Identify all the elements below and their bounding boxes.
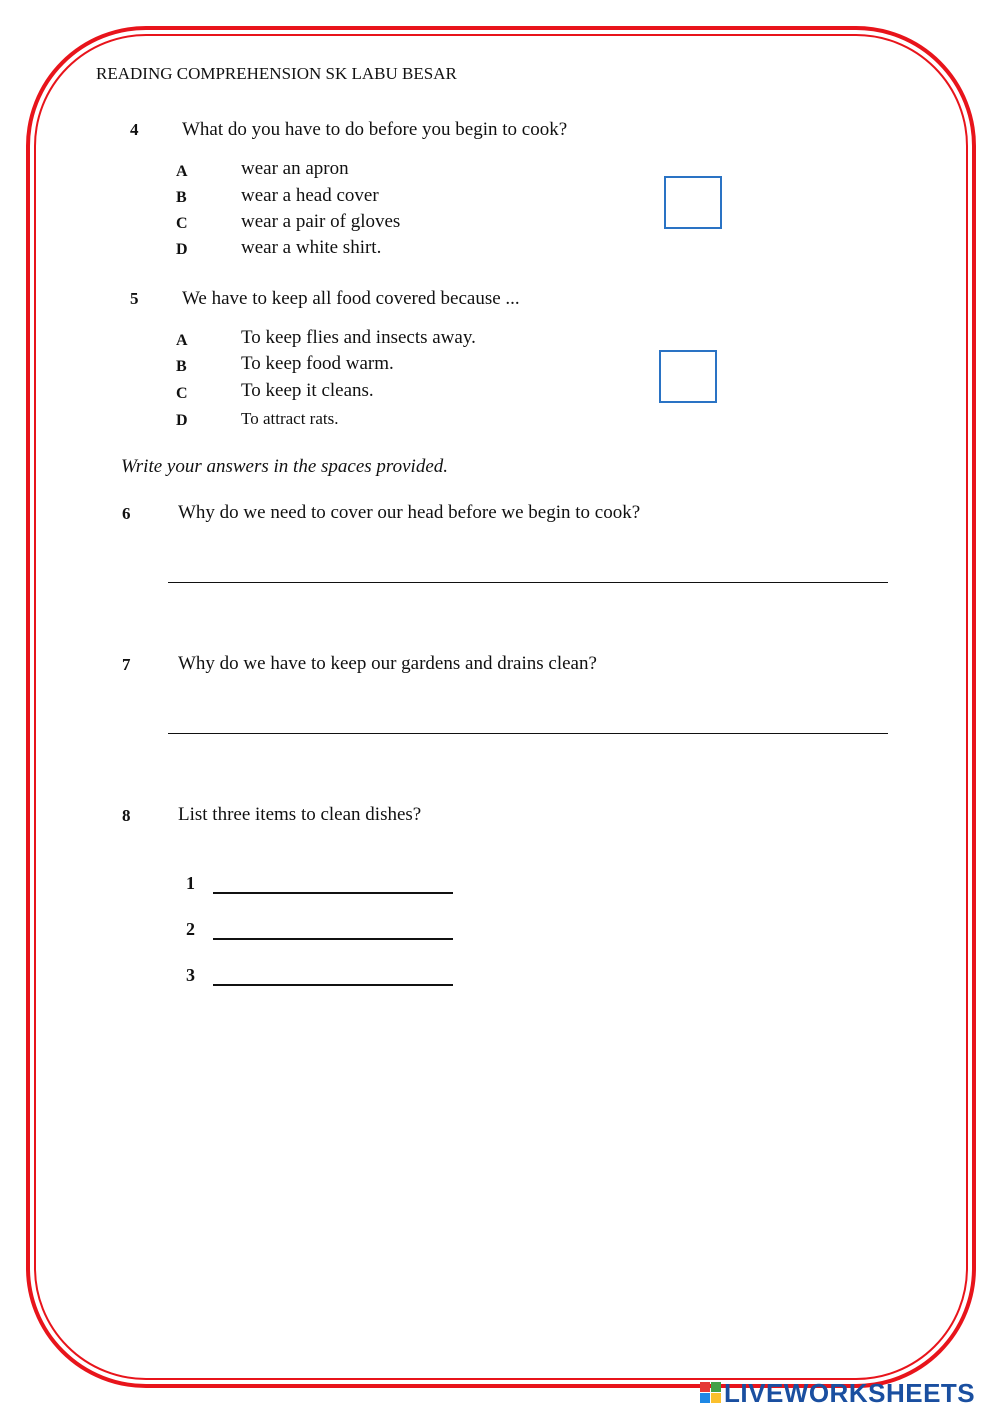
question-6-number: 6 xyxy=(122,504,131,523)
question-5-text: We have to keep all food covered because ... xyxy=(182,288,520,309)
q4-option-a-letter: A xyxy=(176,163,188,180)
q5-option-d-text: To attract rats. xyxy=(241,409,339,428)
q8-item-3-line[interactable] xyxy=(213,984,453,986)
q8-item-1-number: 1 xyxy=(186,873,195,893)
q5-option-c-letter: C xyxy=(176,385,188,402)
q5-option-d-letter: D xyxy=(176,412,188,429)
q5-option-a-letter: A xyxy=(176,332,188,349)
q4-option-d-text: wear a white shirt. xyxy=(241,237,382,258)
q4-option-c-text: wear a pair of gloves xyxy=(241,211,401,232)
q8-item-2-line[interactable] xyxy=(213,938,453,940)
q5-option-c-text: To keep it cleans. xyxy=(241,380,374,401)
question-4-number: 4 xyxy=(130,120,139,139)
q4-answer-box[interactable] xyxy=(664,176,722,229)
question-4-text: What do you have to do before you begin to cook? xyxy=(182,119,568,140)
q7-answer-line[interactable] xyxy=(168,733,888,734)
q6-answer-line[interactable] xyxy=(168,582,888,583)
instruction-text: Write your answers in the spaces provided. xyxy=(121,456,449,477)
q8-item-3-number: 3 xyxy=(186,965,195,985)
worksheet-header: READING COMPREHENSION SK LABU BESAR xyxy=(96,64,457,83)
q4-option-d-letter: D xyxy=(176,241,188,258)
q4-option-b-text: wear a head cover xyxy=(241,185,379,206)
q5-option-b-text: To keep food warm. xyxy=(241,353,394,374)
q4-option-a-text: wear an apron xyxy=(241,158,349,179)
q4-option-c-letter: C xyxy=(176,215,188,232)
page-border-inner xyxy=(34,34,968,1380)
question-7-number: 7 xyxy=(122,655,131,674)
liveworksheets-text: LIVEWORKSHEETS xyxy=(724,1377,976,1408)
liveworksheets-logo-icon xyxy=(700,1382,722,1404)
question-8-text: List three items to clean dishes? xyxy=(178,804,422,825)
question-8-number: 8 xyxy=(122,806,131,825)
question-6-text: Why do we need to cover our head before we begin to cook? xyxy=(178,502,641,523)
question-7-text: Why do we have to keep our gardens and drains clean? xyxy=(178,653,597,674)
q5-option-b-letter: B xyxy=(176,358,187,375)
question-5-number: 5 xyxy=(130,289,139,308)
q8-item-2-number: 2 xyxy=(186,919,195,939)
liveworksheets-watermark xyxy=(700,1376,975,1410)
q4-option-b-letter: B xyxy=(176,189,187,206)
q5-answer-box[interactable] xyxy=(659,350,717,403)
q8-item-1-line[interactable] xyxy=(213,892,453,894)
q5-option-a-text: To keep flies and insects away. xyxy=(241,327,476,348)
